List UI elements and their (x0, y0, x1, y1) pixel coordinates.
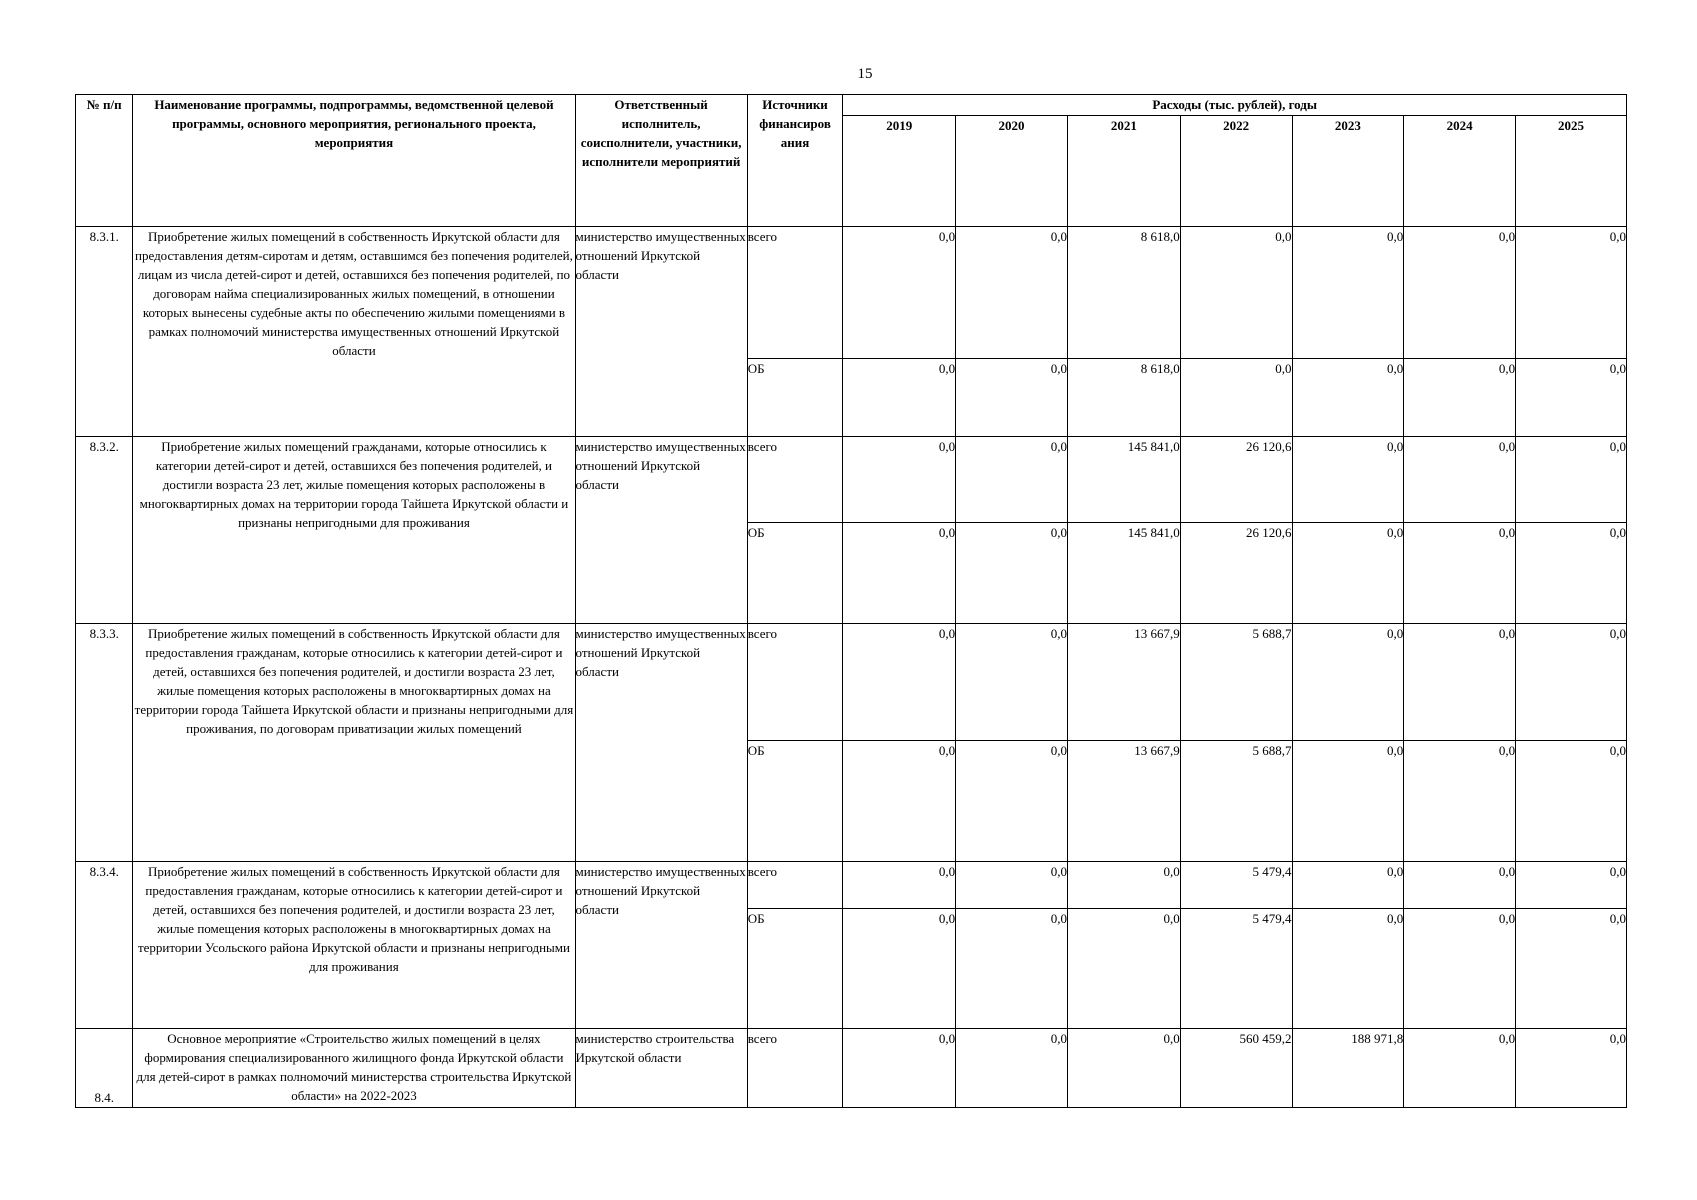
row-name: Приобретение жилых помещений в собственность Иркутской области для предоставления гражданам, которые относились к категории детей-сирот и детей, оставшихся без попечения родителей, и достигли возраста 23 лет, жилые помещения которых расположены в многоквартирных домах на территории Усольского района Иркутской области и признаны непригодными для проживания (133, 862, 575, 1029)
row-number: 8.3.4. (76, 862, 133, 1029)
value-cell: 0,0 (843, 359, 956, 437)
value-cell: 13 667,9 (1067, 741, 1180, 862)
value-cell: 145 841,0 (1067, 523, 1180, 624)
value-cell: 0,0 (843, 523, 956, 624)
row-number: 8.3.1. (76, 227, 133, 437)
value-cell: 0,0 (1516, 862, 1627, 909)
value-cell: 0,0 (1292, 624, 1404, 741)
row-responsible: министерство имущественных отношений Иркутской области (575, 437, 747, 624)
row-name: Основное мероприятие «Строительство жилых помещений в целях формирования специализированного жилищного фонда Иркутской области для детей-сирот в рамках полномочий министерства строительства Иркутской области» на 2022-2023 (133, 1029, 575, 1108)
header-name: Наименование программы, подпрограммы, ведомственной целевой программы, основного мероприятия, регионального проекта, мероприятия (133, 95, 575, 227)
row-responsible: министерство имущественных отношений Иркутской области (575, 862, 747, 1029)
value-cell: 145 841,0 (1067, 437, 1180, 523)
value-cell: 0,0 (1180, 359, 1292, 437)
value-cell: 0,0 (956, 1029, 1068, 1108)
header-year: 2024 (1404, 116, 1516, 227)
value-cell: 560 459,2 (1180, 1029, 1292, 1108)
value-cell: 0,0 (843, 909, 956, 1029)
value-cell: 0,0 (1404, 1029, 1516, 1108)
value-cell: 5 479,4 (1180, 862, 1292, 909)
row-name: Приобретение жилых помещений в собственность Иркутской области для предоставления детям-сиротам и детям, оставшимся без попечения родителей, лицам из числа детей-сирот и детей, оставшихся без попечения родителей, по договорам найма специализированных жилых помещений, в отношении которых вынесены судебные акты по обеспечению жилыми помещениями в рамках полномочий министерства имущественных отношений Иркутской области (133, 227, 575, 437)
table-row (76, 1029, 1627, 1108)
value-cell: 0,0 (1067, 862, 1180, 909)
value-cell: 0,0 (1516, 523, 1627, 624)
table-row (76, 624, 1627, 741)
header-year: 2019 (843, 116, 956, 227)
value-cell: 0,0 (1404, 359, 1516, 437)
row-number: 8.3.3. (76, 624, 133, 862)
value-cell: 0,0 (1067, 909, 1180, 1029)
row-source: ОБ (747, 741, 843, 862)
value-cell: 0,0 (1292, 359, 1404, 437)
table-row (76, 862, 1627, 909)
value-cell: 0,0 (1516, 437, 1627, 523)
page-number: 15 (857, 66, 873, 82)
value-cell: 0,0 (1404, 624, 1516, 741)
row-source: всего (747, 437, 843, 523)
value-cell: 0,0 (956, 523, 1068, 624)
value-cell: 0,0 (1292, 523, 1404, 624)
row-source: всего (747, 227, 843, 359)
value-cell: 0,0 (1404, 741, 1516, 862)
value-cell: 0,0 (1516, 1029, 1627, 1108)
value-cell: 0,0 (1516, 741, 1627, 862)
header-year: 2023 (1292, 116, 1404, 227)
row-name: Приобретение жилых помещений в собственность Иркутской области для предоставления гражданам, которые относились к категории детей-сирот и детей, оставшихся без попечения родителей, и достигли возраста 23 лет, жилые помещения которых расположены в многоквартирных домах на территории города Тайшета Иркутской области и признаны непригодными для проживания, по договорам приватизации жилых помещений (133, 624, 575, 862)
value-cell: 0,0 (1404, 523, 1516, 624)
header-expenses: Расходы (тыс. рублей), годы (843, 95, 1627, 116)
row-source: ОБ (747, 359, 843, 437)
value-cell: 0,0 (1067, 1029, 1180, 1108)
row-source: ОБ (747, 523, 843, 624)
value-cell: 0,0 (1404, 862, 1516, 909)
value-cell: 5 688,7 (1180, 741, 1292, 862)
value-cell: 0,0 (1516, 227, 1627, 359)
header-responsible: Ответственный исполнитель, соисполнители, участники, исполнители мероприятий (575, 95, 747, 227)
row-number: 8.3.2. (76, 437, 133, 624)
value-cell: 0,0 (956, 741, 1068, 862)
value-cell: 8 618,0 (1067, 227, 1180, 359)
value-cell: 5 479,4 (1180, 909, 1292, 1029)
value-cell: 0,0 (1292, 909, 1404, 1029)
header-year: 2020 (956, 116, 1068, 227)
header-year: 2025 (1516, 116, 1627, 227)
value-cell: 0,0 (843, 624, 956, 741)
table-row (76, 437, 1627, 523)
value-cell: 0,0 (1516, 909, 1627, 1029)
value-cell: 13 667,9 (1067, 624, 1180, 741)
value-cell: 0,0 (1404, 909, 1516, 1029)
value-cell: 0,0 (956, 624, 1068, 741)
value-cell: 0,0 (1516, 359, 1627, 437)
value-cell: 0,0 (843, 437, 956, 523)
value-cell: 0,0 (956, 909, 1068, 1029)
row-name: Приобретение жилых помещений гражданами, которые относились к категории детей-сирот и детей, оставшихся без попечения родителей, и достигли возраста 23 лет, жилые помещения которых расположены в многоквартирных домах на территории города Тайшета Иркутской области и признаны непригодными для проживания (133, 437, 575, 624)
row-responsible: министерство имущественных отношений Иркутской области (575, 227, 747, 437)
row-source: всего (747, 862, 843, 909)
value-cell: 0,0 (956, 227, 1068, 359)
value-cell: 188 971,8 (1292, 1029, 1404, 1108)
value-cell: 0,0 (1404, 437, 1516, 523)
value-cell: 0,0 (843, 1029, 956, 1108)
budget-table (75, 94, 1627, 1108)
row-source: всего (747, 624, 843, 741)
header-year: 2022 (1180, 116, 1292, 227)
value-cell: 0,0 (956, 359, 1068, 437)
value-cell: 0,0 (1516, 624, 1627, 741)
header-year: 2021 (1067, 116, 1180, 227)
value-cell: 0,0 (1404, 227, 1516, 359)
value-cell: 0,0 (956, 862, 1068, 909)
value-cell: 26 120,6 (1180, 437, 1292, 523)
value-cell: 0,0 (843, 741, 956, 862)
row-source: ОБ (747, 909, 843, 1029)
value-cell: 0,0 (1292, 862, 1404, 909)
value-cell: 0,0 (843, 227, 956, 359)
header-source: Источники финансиров ания (747, 95, 843, 227)
value-cell: 8 618,0 (1067, 359, 1180, 437)
value-cell: 0,0 (1292, 227, 1404, 359)
row-source: всего (747, 1029, 843, 1108)
row-responsible: министерство имущественных отношений Иркутской области (575, 624, 747, 862)
table-row (76, 227, 1627, 359)
value-cell: 26 120,6 (1180, 523, 1292, 624)
value-cell: 0,0 (956, 437, 1068, 523)
value-cell: 0,0 (843, 862, 956, 909)
value-cell: 0,0 (1292, 437, 1404, 523)
value-cell: 0,0 (1292, 741, 1404, 862)
header-num: № п/п (76, 95, 133, 227)
header-row-top (76, 95, 1627, 116)
value-cell: 0,0 (1180, 227, 1292, 359)
row-number: 8.4. (76, 1029, 133, 1108)
row-responsible: министерство строительства Иркутской области (575, 1029, 747, 1108)
value-cell: 5 688,7 (1180, 624, 1292, 741)
